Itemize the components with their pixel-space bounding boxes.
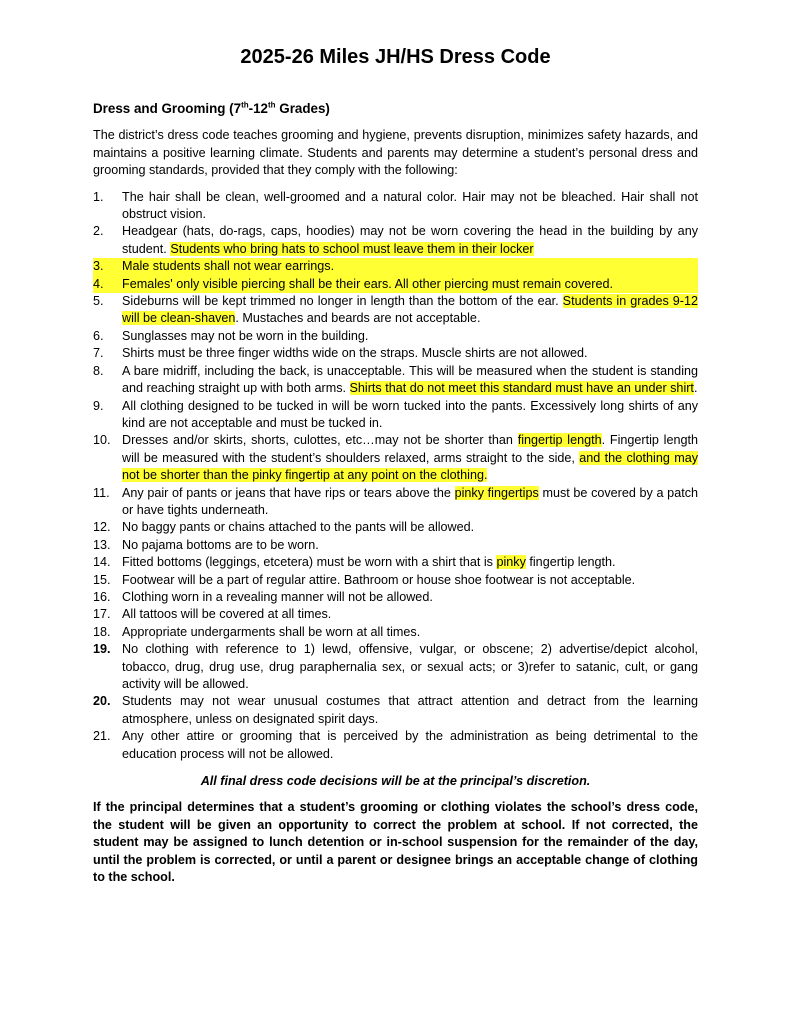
- rule-number: 1.: [93, 189, 104, 204]
- rule-text: [122, 573, 635, 587]
- rule-number: 21.: [93, 729, 111, 744]
- document-title: 2025-26 Miles JH/HS Dress Code: [240, 46, 551, 68]
- rule-text-segment: Appropriate undergarments shall be worn at all times.: [122, 624, 421, 639]
- rule-text-segment: Shirts must be three finger widths wide on the straps. Muscle shirts are not allowed.: [122, 346, 588, 361]
- rule-text-segment: No baggy pants or chains attached to the pants will be allowed.: [122, 520, 475, 535]
- rule-item: [93, 432, 698, 484]
- rule-text: [122, 625, 420, 639]
- rule-text: [122, 399, 698, 430]
- rule-number: 9.: [93, 398, 104, 413]
- rule-text: [122, 590, 433, 604]
- rule-number: 8.: [93, 363, 104, 378]
- rule-number: 3.: [93, 258, 104, 275]
- rule-text: [122, 259, 334, 273]
- rule-item: [93, 223, 698, 258]
- rule-item: [93, 728, 698, 763]
- rule-item: [93, 693, 698, 728]
- rule-text-segment: Fitted bottoms (leggings, etcetera) must be worn with a shirt that is: [122, 555, 497, 570]
- rule-text: [122, 520, 474, 534]
- rule-text-segment: Dresses and/or skirts, shorts, culottes, etc…may not be shorter than: [122, 433, 518, 448]
- rule-item: [93, 624, 698, 641]
- highlighted-text: Students in grades 9-12 will be clean-shaven: [122, 294, 698, 326]
- rule-text-segment: must be covered by a patch or have tights underneath.: [122, 485, 698, 517]
- rule-number: 18.: [93, 624, 111, 639]
- rule-text: [122, 224, 698, 255]
- rule-item: [93, 537, 698, 554]
- rule-text-segment: . Fingertip length will be measured with the student’s shoulders relaxed, arms straight to the side,: [122, 433, 698, 465]
- rule-number: 12.: [93, 520, 111, 535]
- rule-text-segment: A bare midriff, including the back, is unacceptable. This will be measured when the student is standing and reaching straight up with both arms.: [122, 363, 698, 396]
- rule-item: [93, 572, 698, 589]
- highlighted-text: pinky: [496, 555, 526, 570]
- rule-item: [93, 276, 698, 293]
- rule-text: [122, 486, 698, 517]
- rule-text: [122, 729, 698, 760]
- heading-end: Grades): [275, 101, 330, 116]
- rule-number: 16.: [93, 589, 111, 604]
- highlighted-text: and the clothing may not be shorter than the pinky fingertip at any point on the clothing.: [122, 450, 698, 483]
- rule-item: [93, 258, 698, 275]
- rule-text-segment: Any pair of pants or jeans that have rips or tears above the: [122, 485, 455, 500]
- section-heading: [93, 100, 698, 117]
- highlighted-text: Shirts that do not meet this standard must have an under shirt: [349, 381, 694, 396]
- rule-text-segment: Students may not wear unusual costumes that attract attention and detract from the learning atmosphere, unless on designated spirit days.: [122, 694, 698, 726]
- rule-item: [93, 641, 698, 693]
- rules-list: [93, 189, 698, 763]
- highlighted-text: Male students shall not wear earrings.: [122, 259, 335, 274]
- rule-item: [93, 554, 698, 571]
- rule-text-segment: Clothing worn in a revealing manner will not be allowed.: [122, 589, 433, 604]
- highlighted-text: Females' only visible piercing shall be their ears. All other piercing must remain covered.: [122, 276, 613, 291]
- rule-number: 20.: [93, 694, 111, 709]
- rule-text: [122, 364, 698, 395]
- intro-paragraph: The district’s dress code teaches grooming and hygiene, prevents disruption, minimizes safety hazards, and maintains a positive learning climate. Students and parents may determine a student’s personal dress and grooming standards, provided that they comply with the following:: [93, 128, 698, 178]
- rule-item: [93, 519, 698, 536]
- rule-text-segment: .: [693, 381, 698, 396]
- rule-number: 14.: [93, 555, 111, 570]
- rule-text: [122, 294, 698, 325]
- rule-text-segment: All tattoos will be covered at all times.: [122, 607, 332, 622]
- heading-sup-1: th: [241, 100, 249, 110]
- rule-text: [122, 642, 698, 691]
- highlighted-text: pinky fingertips: [454, 485, 539, 500]
- rule-text-segment: fingertip length.: [525, 555, 616, 570]
- heading-middle: -12: [248, 101, 268, 116]
- rule-number: 11.: [93, 485, 110, 500]
- rule-number: 15.: [93, 572, 111, 587]
- rule-text: [122, 607, 331, 621]
- rule-text: [122, 433, 698, 482]
- rule-item: [93, 328, 698, 345]
- rule-item: [93, 485, 698, 520]
- rule-number: 10.: [93, 433, 111, 448]
- rule-text-segment: No pajama bottoms are to be worn.: [122, 537, 319, 552]
- rule-text-segment: Headgear (hats, do-rags, caps, hoodies) may not be worn covering the head in the building by any student.: [122, 224, 698, 256]
- rule-text-segment: Sideburns will be kept trimmed no longer in length than the bottom of the ear.: [122, 294, 563, 309]
- rule-text-segment: No clothing with reference to 1) lewd, offensive, vulgar, or obscene; 2) advertise/depict alcohol, tobacco, drug, drug use, drug paraphernalia sex, or sexual acts; or 3)refer to satanic, cult, or gang activity will be allowed.: [122, 642, 698, 691]
- rule-number: 19.: [93, 642, 111, 657]
- rule-item: [93, 189, 698, 224]
- rule-number: 4.: [93, 276, 104, 293]
- rule-text-segment: Any other attire or grooming that is perceived by the administration as being detrimental to the education process will not be allowed.: [122, 729, 698, 761]
- rule-number: 2.: [93, 224, 104, 239]
- rule-text: [122, 190, 698, 221]
- rule-text: [122, 346, 587, 360]
- rule-text-segment: All clothing designed to be tucked in will be worn tucked into the pants. Excessively long shirts of any kind are not acceptable and must be tucked in.: [122, 398, 698, 430]
- rule-number: 17.: [93, 607, 111, 622]
- rule-text-segment: . Mustaches and beards are not acceptable.: [235, 311, 481, 326]
- heading-sup-2: th: [268, 100, 276, 110]
- rule-number: 13.: [93, 537, 111, 552]
- rule-text: [122, 329, 368, 343]
- rule-item: [93, 398, 698, 433]
- rule-number: 5.: [93, 294, 104, 309]
- rule-number: 7.: [93, 346, 104, 361]
- heading-main: Dress and Grooming (7: [93, 101, 242, 116]
- discretion-note: All final dress code decisions will be at the principal’s discretion.: [200, 774, 591, 789]
- rule-item: [93, 293, 698, 328]
- rule-item: [93, 345, 698, 362]
- rule-text: [122, 277, 613, 291]
- highlighted-text: fingertip length: [517, 433, 602, 448]
- rule-item: [93, 363, 698, 398]
- rule-item: [93, 606, 698, 623]
- rule-text: [122, 694, 698, 725]
- rule-text-segment: Sunglasses may not be worn in the building.: [122, 328, 369, 343]
- rule-item: [93, 589, 698, 606]
- rule-text-segment: The hair shall be clean, well-groomed and a natural color. Hair may not be bleached. Hair shall not obstruct vision.: [122, 189, 698, 222]
- rule-text: [122, 538, 319, 552]
- rule-text: [122, 555, 616, 569]
- highlighted-text: Students who bring hats to school must leave them in their locker: [170, 241, 534, 256]
- rule-number: 6.: [93, 328, 104, 343]
- document-content: [93, 100, 698, 886]
- final-paragraph: If the principal determines that a student’s grooming or clothing violates the school’s dress code, the student will be given an opportunity to correct the problem at school. If not corrected, the student may be assigned to lunch detention or in-school suspension for the remainder of the day, until the problem is corrected, or until a parent or designee brings an acceptable change of clothing to the school.: [93, 800, 698, 885]
- rule-text-segment: Footwear will be a part of regular attire. Bathroom or house shoe footwear is not acceptable.: [122, 572, 636, 587]
